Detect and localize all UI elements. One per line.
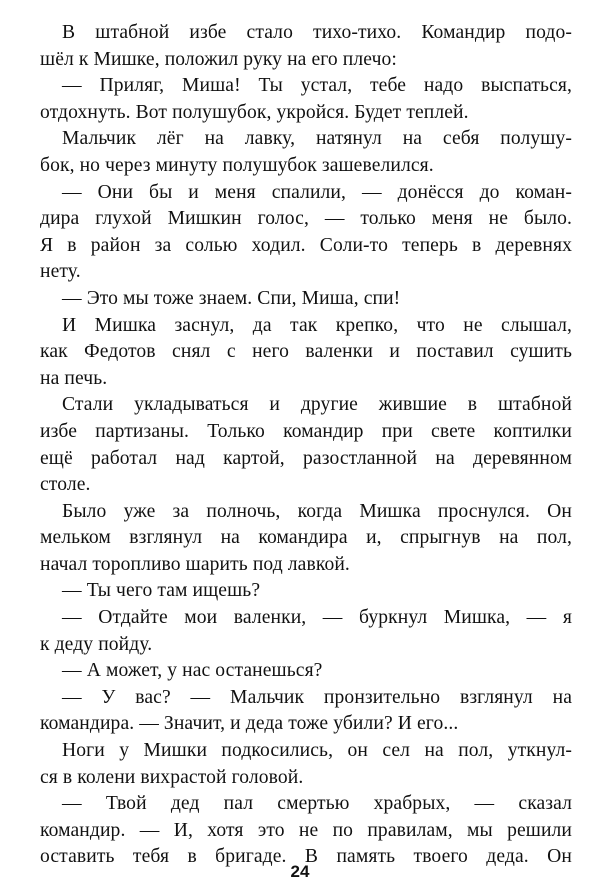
text-line: дира глухой Мишкин голос, — только меня не было. [40,208,572,230]
text-line: Было уже за полночь, когда Мишка проснулся. Он [62,500,572,522]
text-line: командира. — Значит, и деда тоже убили? И его... [40,713,459,735]
text-line: избе партизаны. Только командир при свете коптилки [40,420,572,442]
text-line: — Ты чего там ищешь? [62,580,261,602]
text-line: столе. [40,474,91,496]
text-line: отдохнуть. Вот полушубок, укройся. Будет теплей. [40,101,469,123]
text-line: Я в район за солью ходил. Соли-то теперь в деревнях [40,234,572,256]
text-line: мельком взглянул на командира и, спрыгнув на пол, [40,527,572,549]
text-line: нету. [40,261,81,283]
text-line: командир. — И, хотя это не по правилам, мы решили [40,819,572,841]
text-line: ся в колени вихрастой головой. [40,766,304,788]
text-line: — Это мы тоже знаем. Спи, Миша, спи! [62,287,401,309]
text-line: на печь. [40,367,108,389]
text-line: Ноги у Мишки подкосились, он сел на пол, уткнул- [62,740,572,762]
text-line: И Мишка заснул, да так крепко, что не слышал, [62,314,572,336]
page-number: 24 [290,862,310,881]
text-line: — Твой дед пал смертью храбрых, — сказал [62,793,572,815]
text-line: оставить тебя в бригаде. В память твоего деда. Он [40,846,572,868]
text-line: — А может, у нас останешься? [62,660,323,682]
text-line: к деду пойду. [40,633,153,655]
text-line: — У вас? — Мальчик пронзительно взглянул на [62,686,572,708]
text-line: — Отдайте мои валенки, — буркнул Мишка, — я [62,607,572,629]
text-line: шёл к Мишке, положил руку на его плечо: [40,48,397,70]
text-line: бок, но через минуту полушубок зашевелился. [40,154,434,176]
text-line: ещё работал над картой, разостланной на деревянном [40,447,572,469]
text-line: Мальчик лёг на лавку, натянул на себя полушу- [62,128,572,150]
text-line: В штабной избе стало тихо-тихо. Командир подо- [62,22,572,43]
text-line: — Они бы и меня спалили, — донёсся до коман- [62,181,572,203]
text-line: начал торопливо шарить под лавкой. [40,553,350,575]
text-line: — Приляг, Миша! Ты устал, тебе надо выспаться, [62,75,572,97]
body-text [40,20,572,871]
text-line: как Федотов снял с него валенки и поставил сушить [40,341,572,363]
text-line: Стали укладываться и другие жившие в штабной [62,394,572,416]
